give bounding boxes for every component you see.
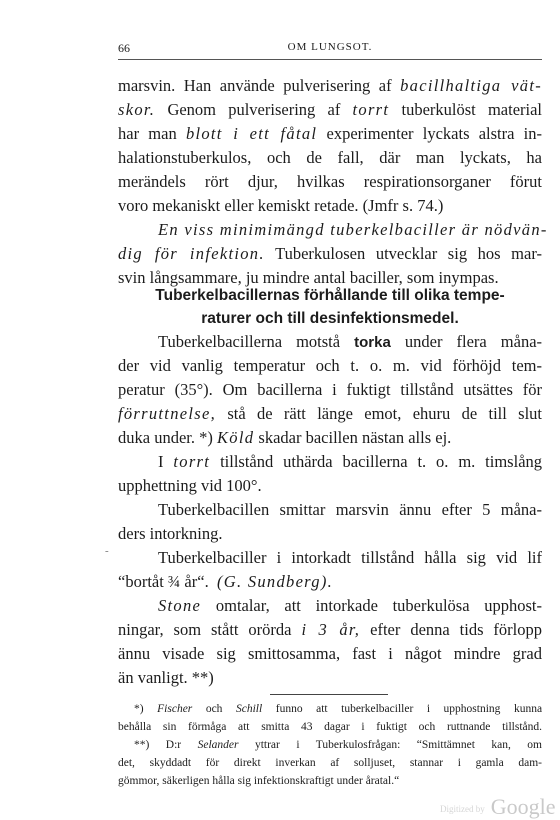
- text-line: Stone omtalar, att intorkade tuberkulösa upphost-: [158, 596, 542, 615]
- text-line: I torrt tillstånd uthärda bacillerna t. o. m. timslång: [158, 452, 543, 471]
- text-line: duka under. *) Köld skadar bacillen nästan alls ej.: [118, 428, 452, 447]
- text-line: marsvin. Han använde pulverisering af bacillhaltiga vät-: [118, 76, 543, 95]
- text-line: merändels rört djur, hvilkas respirationsorganer förut: [118, 172, 542, 191]
- text-line: skor. Genom pulverisering af torrt tuberkulöst material: [118, 100, 543, 119]
- text-line: der vid vanlig temperatur och t. o. m. vid förhöjd tem-: [118, 356, 542, 375]
- text-line: dig för infektion. Tuberkulosen utvecklar sig hos mar-: [118, 244, 542, 263]
- text-line: ännu visade sig smittosamma, fast i något mindre grad: [118, 644, 542, 663]
- text-line: Tuberkelbacillerna motstå torka under flera måna-: [158, 332, 543, 351]
- footnote-line: det, skyddadt för direkt inverkan af solljuset, stannar i gamla dam-: [118, 757, 542, 769]
- text-line: “bortåt ¾ år“. (G. Sundberg).: [118, 572, 334, 591]
- text-line: svin långsammare, ju mindre antal baciller, som inympas.: [118, 268, 499, 287]
- footnote-line: **) D:r Selander yttrar i Tuberkulosfrågan: “Smittämnet kan, om: [134, 739, 542, 751]
- text-line: Tuberkelbaciller i intorkadt tillstånd hålla sig vid lif: [158, 548, 542, 567]
- footnote-line: *) Fischer och Schill funno att tuberkelbaciller i upphostning kunna: [134, 703, 543, 715]
- text-line: voro mekaniskt eller kemiskt retade. (Jmfr s. 74.): [118, 196, 444, 215]
- margin-mark: -: [105, 545, 109, 557]
- footnote-line: behålla sin förmåga att smitta 43 dagar i fuktigt och ruttnande tillstånd.: [118, 721, 542, 733]
- page-number: 66: [118, 41, 130, 55]
- text-line: peratur (35°). Om bacillerna i fuktigt tillstånd utsättes för: [118, 380, 542, 399]
- text-line: Tuberkelbacillen smittar marsvin ännu efter 5 måna-: [158, 500, 542, 519]
- text-line: har man blott i ett fåtal experimenter lyckats alstra in-: [118, 124, 543, 143]
- text-line: upphettning vid 100°.: [118, 476, 262, 495]
- running-title: OM LUNGSOT.: [287, 41, 373, 53]
- header-rule: [118, 59, 542, 60]
- text-line: En viss minimimängd tuberkelbaciller är nödvän-: [158, 220, 548, 239]
- text-line: ningar, som stått orörda i 3 år, efter denna tids förlopp: [118, 620, 542, 639]
- text-line: förruttnelse, stå de rätt länge emot, ehuru de till slut: [118, 404, 542, 423]
- text-line: halationstuberkulos, och de fall, där man lyckats, ha: [118, 148, 542, 167]
- footnote-rule: [270, 694, 388, 695]
- section-heading: raturer och till desinfektionsmedel.: [201, 310, 459, 327]
- watermark: Digitized by Google: [440, 794, 556, 819]
- text-line: än vanligt. **): [118, 668, 214, 687]
- running-head: [118, 41, 542, 57]
- section-heading: Tuberkelbacillernas förhållande till olika tempe-: [155, 287, 505, 304]
- text-line: ders intorkning.: [118, 524, 223, 543]
- footnote-line: gömmor, säkerligen hålla sig infektionskraftigt under åratal.“: [118, 775, 400, 787]
